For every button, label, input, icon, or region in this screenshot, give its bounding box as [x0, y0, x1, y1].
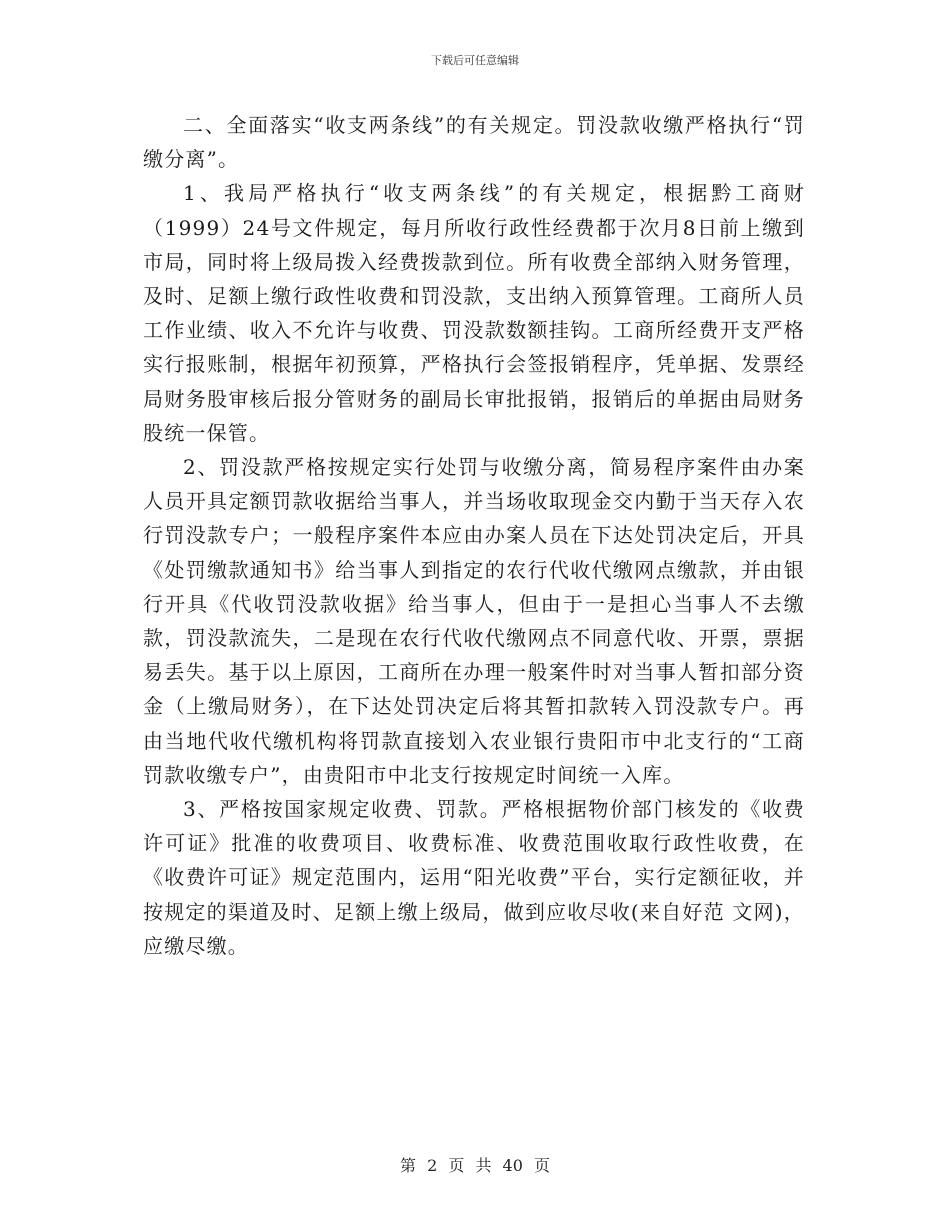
paragraph-item-2: 2、罚没款严格按规定实行处罚与收缴分离，简易程序案件由办案人员开具定额罚款收据给当事人，并当场收取现金交内勤于当天存入农行罚没款专户；一般程序案件本应由办案人员在下达处罚决定后，开具《处罚缴款通知书》给当事人到指定的农行代收代缴网点缴款，并由银行开具《代收罚没款收据》给当事人，但由于一是担心当事人不去缴款，罚没款流失，二是现在农行代收代缴网点不同意代收、开票，票据易丢失。基于以上原因，工商所在办理一般案件时对当事人暂扣部分资金（上缴局财务），在下达处罚决定后将其暂扣款转入罚没款专户。再由当地代收代缴机构将罚款直接划入农业银行贵阳市中北支行的“工商罚款收缴专户”，由贵阳市中北支行按规定时间统一入库。 [143, 455, 805, 787]
paragraph-section-2: 二、全面落实“收支两条线”的有关规定。罚没款收缴严格执行“罚缴分离”。 [143, 113, 805, 172]
paragraph-item-1: 1、我局严格执行“收支两条线”的有关规定，根据黔工商财（1999）24号文件规定，每月所收行政性经费都于次月8日前上缴到市局，同时将上级局拨入经费拨款到位。所有收费全部纳入财务管理，及时、足额上缴行政性收费和罚没款，支出纳入预算管理。工商所人员工作业绩、收入不允许与收费、罚没款数额挂钩。工商所经费开支严格实行报账制，根据年初预算，严格执行会签报销程序，凭单据、发票经局财务股审核后报分管财务的副局长审批报销，报销后的单据由局财务股统一保管。 [143, 181, 805, 445]
document-body [143, 108, 805, 963]
paragraph-item-3: 3、严格按国家规定收费、罚款。严格根据物价部门核发的《收费许可证》批准的收费项目、收费标准、收费范围收取行政性收费，在《收费许可证》规定范围内，运用“阳光收费”平台，实行定额征收，并按规定的渠道及时、足额上缴上级局，做到应收尽收(来自好范 文网)，应缴尽缴。 [143, 797, 805, 958]
page-header: 下载后可任意编辑 [431, 54, 519, 67]
page-footer: 第 2 页 共 40 页 [400, 1156, 550, 1175]
